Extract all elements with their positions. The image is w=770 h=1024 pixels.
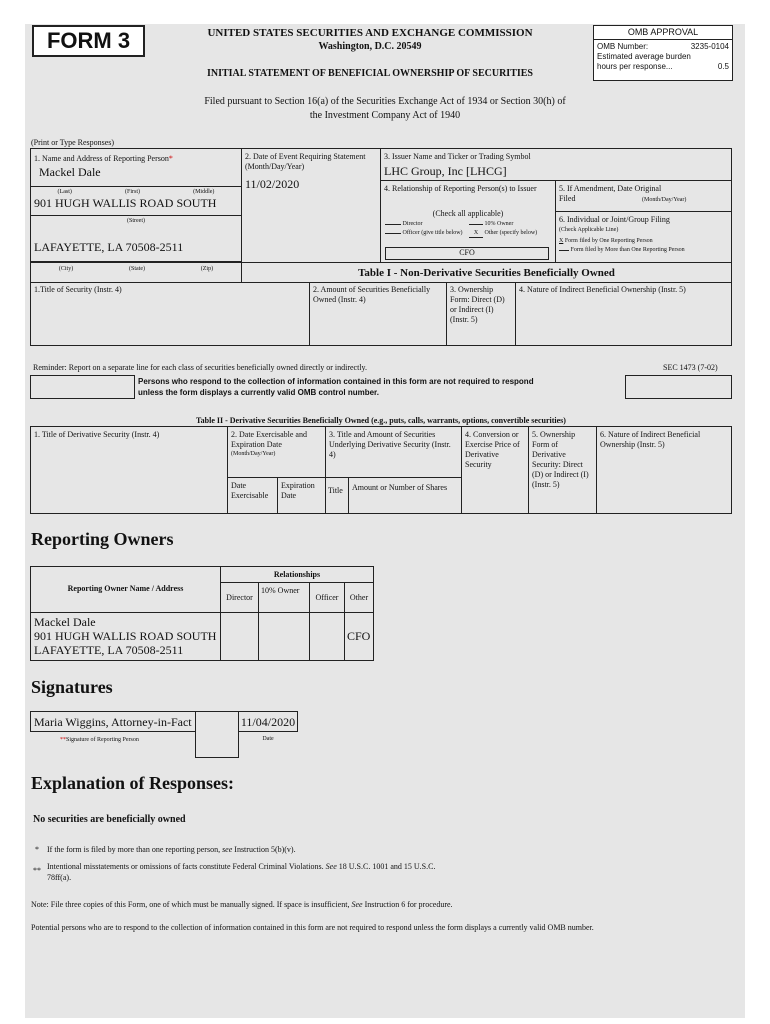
footnote-2-text-c: 78ff(a). — [47, 873, 72, 882]
persons-notice-line2: unless the form displays a currently valid OMB control number. — [138, 388, 379, 397]
no-securities-note: No securities are beneficially owned — [33, 814, 186, 825]
title-subheader: Title — [325, 477, 349, 514]
box5-sublabel: (Month/Day/Year) — [642, 197, 687, 203]
first-label: (First) — [124, 189, 140, 195]
ten-pct-owner-header: 10% Owner — [258, 582, 310, 613]
box6-check: (Check Applicable Line) — [559, 227, 619, 233]
table1 — [30, 282, 732, 346]
footnote-2-see: See — [325, 862, 337, 871]
box5-amendment — [555, 180, 732, 212]
signatures-heading: Signatures — [31, 677, 113, 697]
box3-issuer — [380, 148, 732, 181]
state-label: (State) — [128, 266, 145, 272]
officer-title-value: CFO — [385, 247, 549, 260]
director-cell — [220, 612, 259, 661]
one-person-mark: X — [559, 238, 564, 244]
explanation-heading: Explanation of Responses: — [31, 773, 235, 793]
owner-name-header: Reporting Owner Name / Address — [30, 566, 221, 613]
table1-col3-header: 3. Ownership Form: Direct (D) or Indirect (I) (Instr. 5) — [447, 283, 516, 346]
procedure-note-b: Instruction 6 for procedure. — [364, 900, 453, 909]
footnote-2-text-b: 18 U.S.C. 1001 and 15 U.S.C. — [338, 862, 436, 871]
signature-date: 11/04/2020 — [238, 711, 298, 732]
table2-col3-header: 3. Title and Amount of Securities Underlying Derivative Security (Instr. 4) — [325, 426, 462, 478]
omb-hours-value: 0.5 — [717, 62, 729, 71]
box6-filing-type — [555, 211, 732, 263]
box2-event-date — [241, 148, 381, 263]
potential-persons-note: Potential persons who are to respond to the collection of information contained in this form are not required to respond unless the form displays a currently valid OMB number. — [31, 923, 594, 932]
signer-cell: Maria Wiggins, Attorney-in-Fact — [30, 711, 196, 732]
form-title: INITIAL STATEMENT OF BENEFICIAL OWNERSHIP OF SECURITIES — [206, 68, 533, 79]
omb-number-value: 3235-0104 — [690, 42, 729, 51]
footnote-1-text-a: If the form is filed by more than one reporting person, — [47, 845, 221, 854]
footnote-2-mark: ** — [33, 866, 41, 875]
table2-col2-label: 2. Date Exercisable and Expiration Date — [231, 430, 307, 449]
signature-gap-box — [195, 711, 239, 758]
filed-pursuant-line1: Filed pursuant to Section 16(a) of the Securities Exchange Act of 1934 or Section 30(h) of — [204, 96, 566, 107]
box4-label: 4. Relationship of Reporting Person(s) to Issuer — [384, 184, 537, 193]
persons-notice-line1: Persons who respond to the collection of information contained in this form are not required to respond — [138, 377, 534, 386]
omb-burden-label: Estimated average burden — [597, 52, 691, 61]
date-label: Date — [262, 736, 274, 742]
print-type-note: (Print or Type Responses) — [31, 138, 115, 147]
director-header: Director — [220, 582, 259, 613]
multi-person-option: Form filed by More than One Reporting Person — [570, 247, 685, 253]
owner-street: 901 HUGH WALLIS ROAD SOUTH — [34, 629, 217, 643]
street-label: (Street) — [31, 215, 241, 225]
ten-pct-owner-cell — [258, 612, 310, 661]
issuer-name-value: LHC Group, Inc [LHCG] — [384, 164, 507, 178]
other-header: Other — [344, 582, 374, 613]
box2-label: 2. Date of Event Requiring Statement (Month/Day/Year) — [245, 152, 366, 171]
table1-title: Table I - Non-Derivative Securities Beneficially Owned — [241, 262, 732, 283]
table2-col6-header: 6. Nature of Indirect Beneficial Ownership (Instr. 5) — [596, 426, 732, 514]
agency-address: Washington, D.C. 20549 — [318, 41, 422, 52]
check-all-label: (Check all applicable) — [432, 209, 504, 218]
table2-col2-sub: (Month/Day/Year) — [231, 451, 276, 457]
box1-label: 1. Name and Address of Reporting Person — [34, 154, 169, 163]
reporting-person-city: LAFAYETTE, LA 70508-2511 — [34, 240, 184, 254]
box6-label: 6. Individual or Joint/Group Filing — [559, 215, 670, 224]
footnote-1-mark: * — [35, 845, 39, 854]
other-cell: CFO — [344, 612, 374, 661]
zip-label: (Zip) — [200, 266, 214, 272]
agency-name: UNITED STATES SECURITIES AND EXCHANGE COMMISSION — [207, 27, 533, 39]
reporting-owners-heading: Reporting Owners — [31, 529, 174, 549]
relationships-header: Relationships — [220, 566, 374, 583]
footnote-2-text-a: Intentional misstatements or omissions of facts constitute Federal Criminal Violations. — [47, 862, 324, 871]
middle-label: (Middle) — [193, 189, 215, 195]
table2-title: Table II - Derivative Securities Beneficially Owned (e.g., puts, calls, warrants, options, convertible securities) — [196, 416, 566, 425]
city-state-zip-labels — [30, 262, 242, 283]
box1-star: * — [168, 154, 173, 163]
omb-hours-label: hours per response... — [597, 62, 673, 71]
reminder-text: Reminder: Report on a separate line for each class of securities beneficially owned directly or indirectly. — [33, 363, 368, 372]
owner-name: Mackel Dale — [34, 615, 96, 629]
table2-col5-header: 5. Ownership Form of Derivative Security: Direct (D) or Indirect (I) (Instr. 5) — [528, 426, 597, 514]
box1-reporting-person — [30, 148, 242, 262]
omb-title: OMB APPROVAL — [594, 26, 732, 40]
table1-col1-header: 1.Title of Security (Instr. 4) — [31, 283, 310, 346]
one-person-option: Form filed by One Reporting Person — [564, 238, 653, 244]
form-label: FORM 3 — [32, 25, 145, 57]
table2-col1-header: 1. Title of Derivative Security (Instr. 4) — [30, 426, 228, 514]
sec-code: SEC 1473 (7-02) — [663, 363, 718, 372]
signature-footnote-mark: ** — [60, 737, 66, 743]
omb-number-label: OMB Number: — [597, 42, 649, 51]
date-exercisable-header: Date Exercisable — [227, 477, 278, 514]
expiration-date-header: Expiration Date — [277, 477, 326, 514]
reporting-person-name: Mackel Dale — [39, 165, 101, 179]
footnote-1-text-b: Instruction 5(b)(v). — [234, 845, 296, 854]
officer-header: Officer — [309, 582, 345, 613]
filed-pursuant-line2: the Investment Company Act of 1940 — [309, 110, 461, 121]
procedure-note-see: See — [351, 900, 363, 909]
ten-pct-owner-checkbox-label: 10% Owner — [484, 221, 514, 227]
last-label: (Last) — [57, 189, 72, 195]
event-date-value: 11/02/2020 — [245, 177, 300, 191]
officer-cell — [309, 612, 345, 661]
box5-label: 5. If Amendment, Date Original Filed — [559, 184, 662, 203]
owner-city: LAFAYETTE, LA 70508-2511 — [34, 643, 184, 657]
amount-subheader: Amount or Number of Shares — [348, 477, 462, 514]
table2-col4-header: 4. Conversion or Exercise Price of Derivative Security — [461, 426, 529, 514]
box3-label: 3. Issuer Name and Ticker or Trading Symbol — [384, 152, 531, 161]
notice-left-blank — [30, 375, 135, 399]
omb-approval-box — [593, 25, 733, 81]
table1-col4-header: 4. Nature of Indirect Beneficial Ownership (Instr. 5) — [516, 283, 732, 346]
notice-right-blank — [625, 375, 732, 399]
other-checkbox-label: Other (specify below) — [484, 230, 538, 236]
footnote-1-see: see — [222, 845, 233, 854]
officer-checkbox-label: Officer (give title below) — [402, 230, 463, 236]
director-checkbox-label: Director — [402, 221, 423, 227]
table2-col2-header — [227, 426, 326, 478]
owner-address-cell — [30, 612, 221, 661]
other-checkbox-mark: X — [469, 229, 483, 238]
box4-relationship — [380, 180, 556, 263]
table1-col2-header: 2. Amount of Securities Beneficially Owned (Instr. 4) — [310, 283, 447, 346]
city-label: (City) — [58, 266, 74, 272]
procedure-note-a: Note: File three copies of this Form, one of which must be manually signed. If space is insufficient, — [31, 900, 350, 909]
signature-label: Signature of Reporting Person — [66, 737, 139, 743]
reporting-person-street: 901 HUGH WALLIS ROAD SOUTH — [34, 196, 217, 210]
